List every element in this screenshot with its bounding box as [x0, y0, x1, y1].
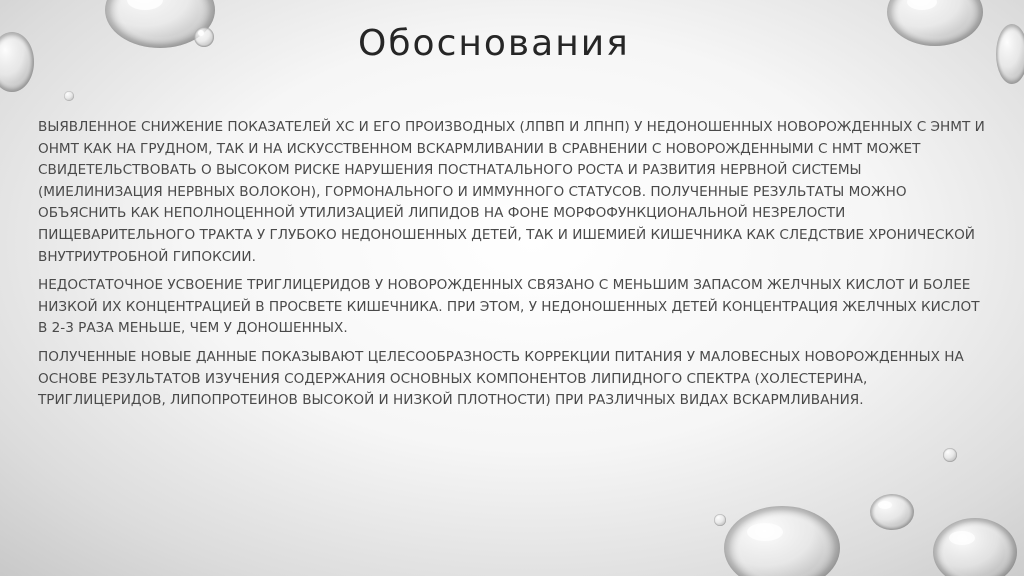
droplet: [870, 494, 914, 530]
slide-body: [38, 117, 988, 419]
droplet: [933, 518, 1017, 576]
body-paragraph: ПОЛУЧЕННЫЕ НОВЫЕ ДАННЫЕ ПОКАЗЫВАЮТ ЦЕЛЕСООБРАЗНОСТЬ КОРРЕКЦИИ ПИТАНИЯ У МАЛОВЕСНЫХ НОВОРОЖДЕННЫХ НА ОСНОВЕ РЕЗУЛЬТАТОВ ИЗУЧЕНИЯ СОДЕРЖАНИЯ ОСНОВНЫХ КОМПОНЕНТОВ ЛИПИДНОГО СПЕКТРА (ХОЛЕСТЕРИНА, ТРИГЛИЦЕРИДОВ, ЛИПОПРОТЕИНОВ ВЫСОКОЙ И НИЗКОЙ ПЛОТНОСТИ) ПРИ РАЗЛИЧНЫХ ВИДАХ ВСКАРМЛИВАНИЯ.: [38, 348, 964, 409]
body-paragraph: НЕДОСТАТОЧНОЕ УСВОЕНИЕ ТРИГЛИЦЕРИДОВ У НОВОРОЖДЕННЫХ СВЯЗАНО С МЕНЬШИМ ЗАПАСОМ ЖЕЛЧНЫХ КИСЛОТ И БОЛЕЕ НИЗКОЙ ИХ КОНЦЕНТРАЦИЕЙ В ПРОСВЕТЕ КИШЕЧНИКА. ПРИ ЭТОМ, У НЕДОНОШЕННЫХ ДЕТЕЙ КОНЦЕНТРАЦИЯ ЖЕЛЧНЫХ КИСЛОТ В 2-3 РАЗА МЕНЬШЕ, ЧЕМ У ДОНОШЕННЫХ.: [38, 277, 980, 337]
droplet: [194, 27, 214, 47]
slide-title: Обоснования: [358, 23, 630, 64]
droplet: [724, 506, 840, 576]
droplet: [714, 514, 726, 526]
droplet: [943, 448, 957, 462]
droplet: [887, 0, 983, 46]
droplet: [996, 24, 1024, 84]
body-paragraph: ВЫЯВЛЕННОЕ СНИЖЕНИЕ ПОКАЗАТЕЛЕЙ ХС И ЕГО ПРОИЗВОДНЫХ (ЛПВП И ЛПНП) У НЕДОНОШЕННЫХ НОВОРОЖДЕННЫХ С ЭНМТ И ОНМТ КАК НА ГРУДНОМ, ТАК И НА ИСКУССТВЕННОМ ВСКАРМЛИВАНИИ В СРАВНЕНИИ С НОВОРОЖДЕННЫМИ С НМТ МОЖЕТ СВИДЕТЕЛЬСТВОВАТЬ О ВЫСОКОМ РИСКЕ НАРУШЕНИЯ ПОСТНАТАЛЬНОГО РОСТА И РАЗВИТИЯ НЕРВНОЙ СИСТЕМЫ (МИЕЛИНИЗАЦИЯ НЕРВНЫХ ВОЛОКОН), ГОРМОНАЛЬНОГО И ИММУННОГО СТАТУСОВ. ПОЛУЧЕННЫЕ РЕЗУЛЬТАТЫ МОЖНО ОБЪЯСНИТЬ КАК НЕПОЛНОЦЕННОЙ УТИЛИЗАЦИЕЙ ЛИПИДОВ НА ФОНЕ МОРФОФУНКЦИОНАЛЬНОЙ НЕЗРЕЛОСТИ ПИЩЕВАРИТЕЛЬНОГО ТРАКТА У ГЛУБОКО НЕДОНОШЕННЫХ ДЕТЕЙ, ТАК И ИШЕМИЕЙ КИШЕЧНИКА КАК СЛЕДСТВИЕ ХРОНИЧЕСКОЙ ВНУТРИУТРОБНОЙ ГИПОКСИИ.: [38, 119, 985, 265]
droplet: [0, 32, 34, 92]
droplet: [64, 91, 74, 101]
